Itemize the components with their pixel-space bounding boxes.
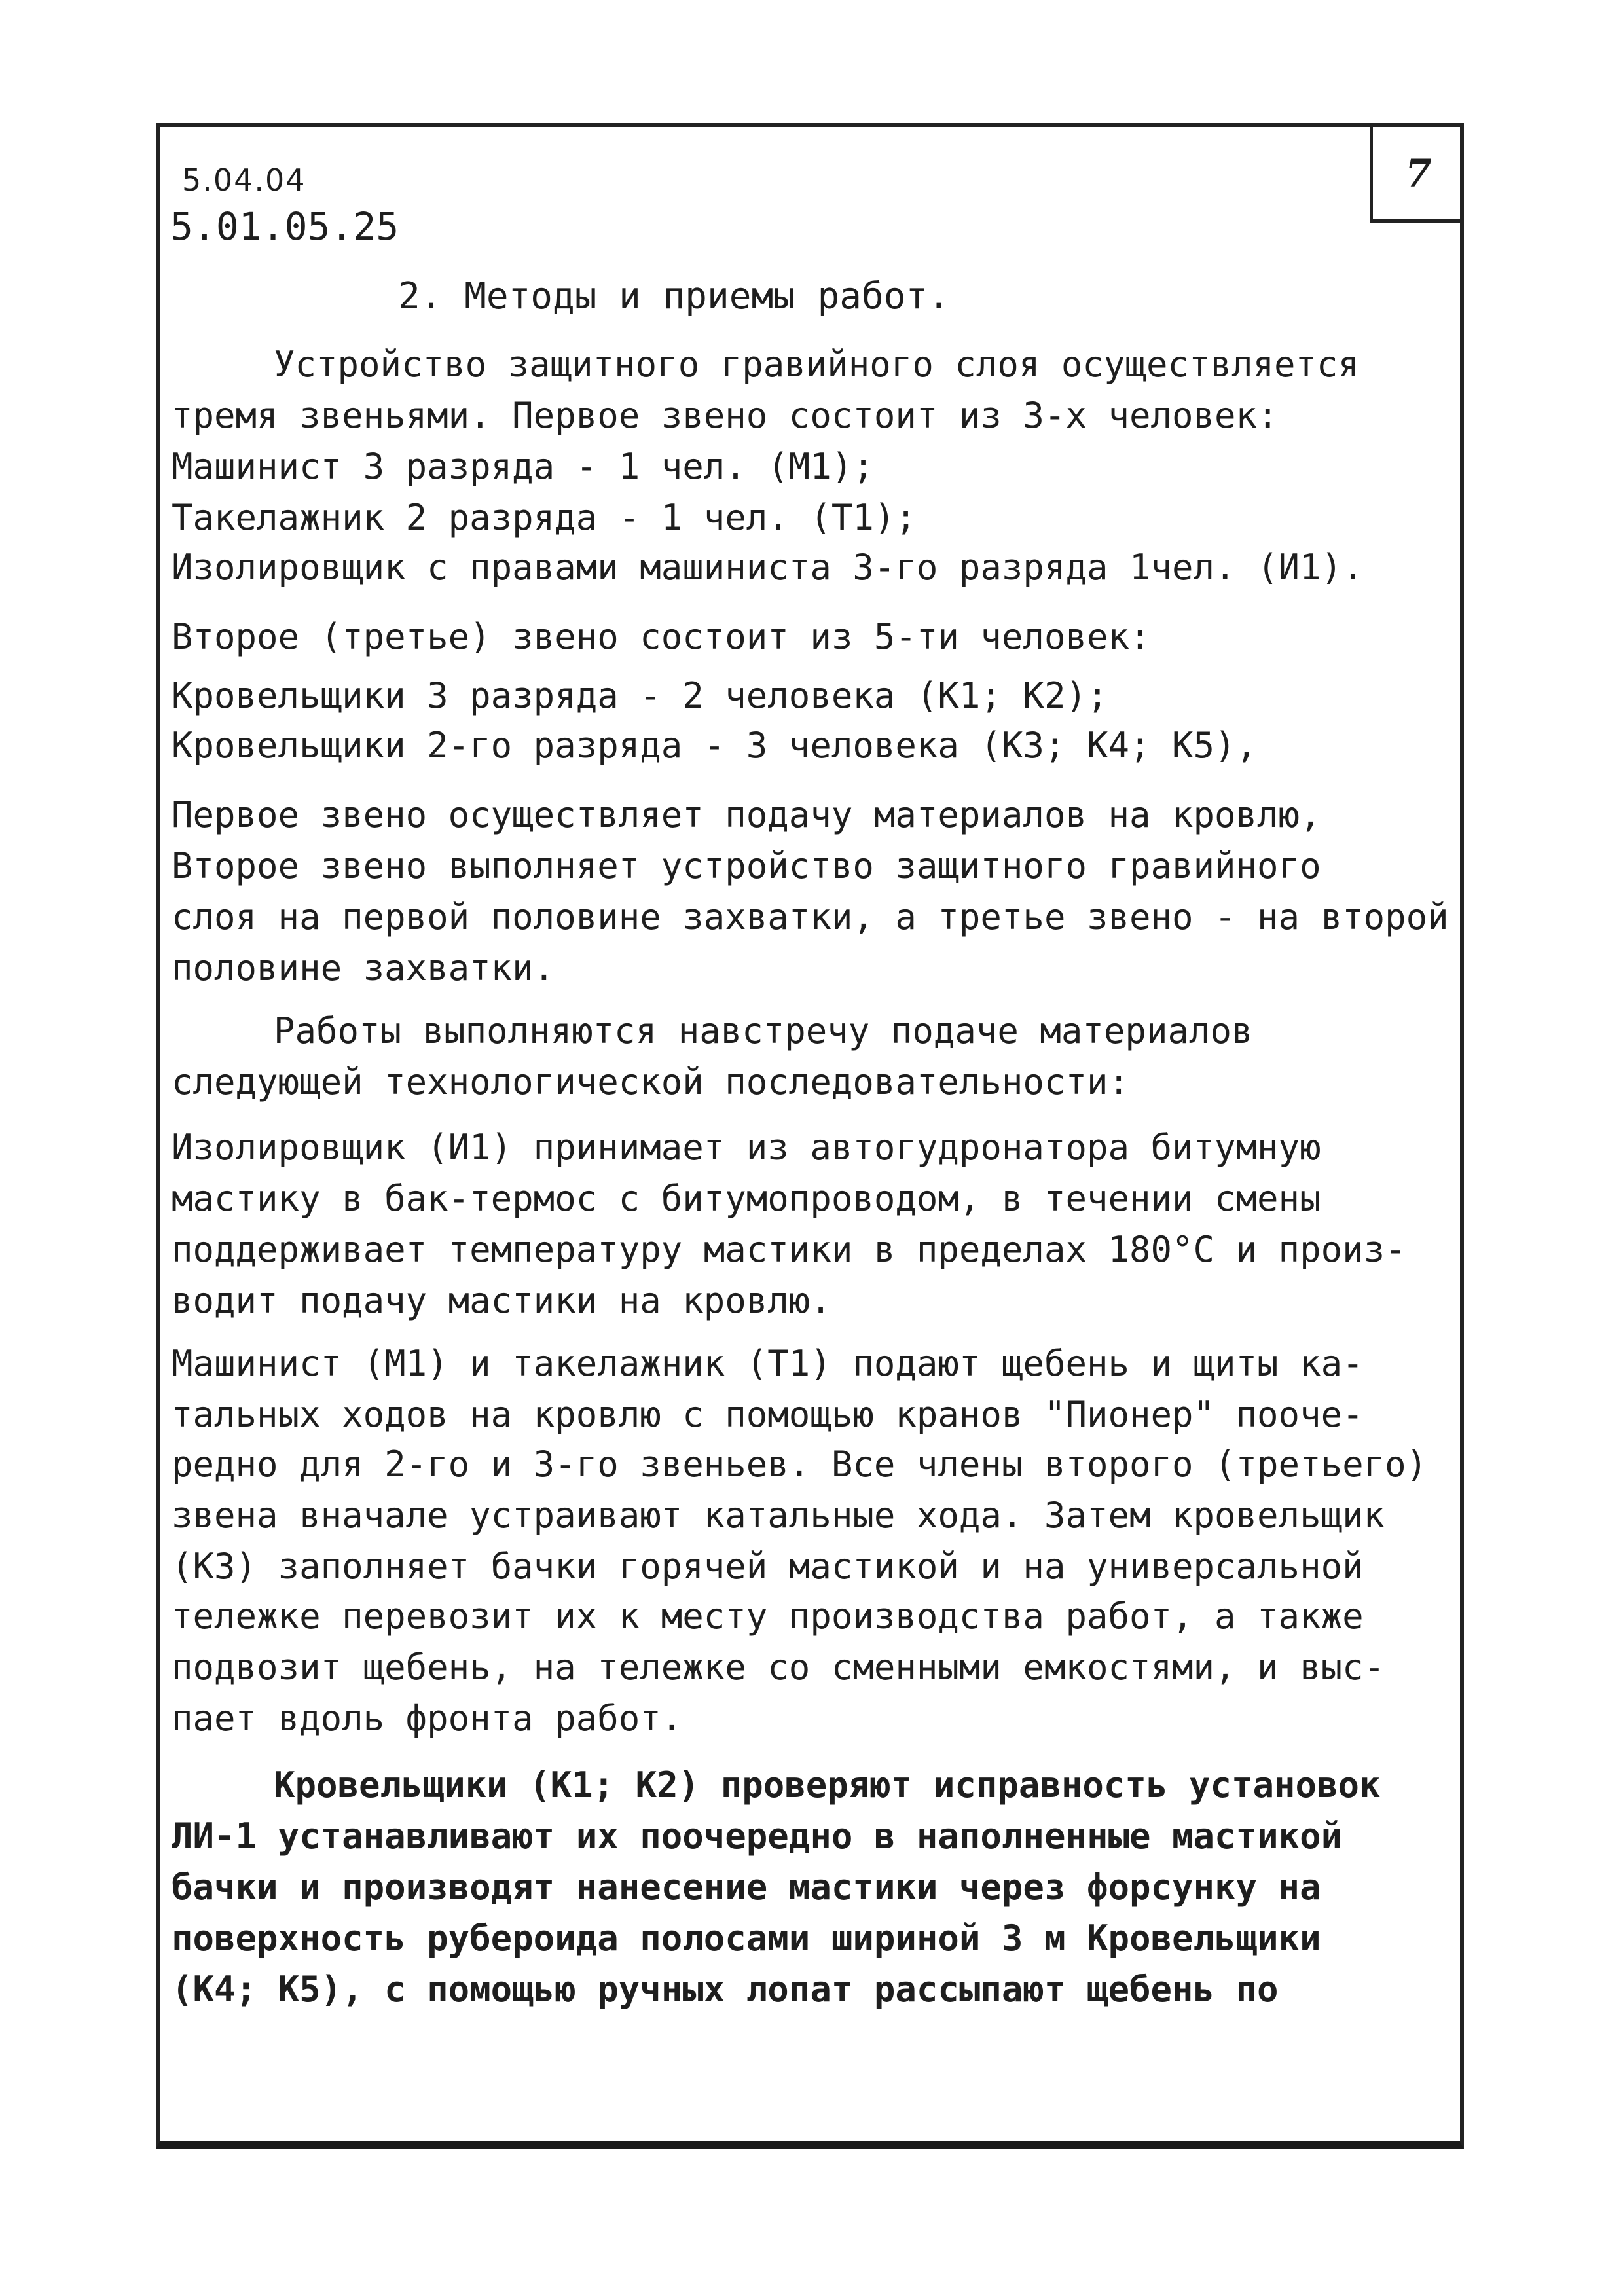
text-line: Машинист 3 разряда - 1 чел. (М1);	[172, 446, 874, 487]
text-line: (К3) заполняет бачки горячей мастикой и на универсальной	[172, 1546, 1364, 1587]
text-line: подвозит щебень, на тележке со сменными емкостями, и выс-	[172, 1647, 1385, 1688]
text-line: Такелажник 2 разряда - 1 чел. (Т1);	[172, 497, 917, 538]
text-line: пает вдоль фронта работ.	[172, 1698, 683, 1739]
text-line: Изолировщик с правами машиниста 3-го разряда 1чел. (И1).	[172, 547, 1364, 588]
text-line: Второе звено выполняет устройство защитного гравийного	[172, 845, 1321, 886]
document-code: 5.01.05.25	[170, 204, 399, 249]
text-line: Кровельщики 3 разряда - 2 человека (К1; К2);	[172, 675, 1108, 716]
section-title: 2. Методы и приемы работ.	[398, 275, 950, 318]
text-line: половине захватки.	[172, 947, 555, 989]
text-line: Кровельщики 2-го разряда - 3 человека (К3; К4; К5),	[172, 725, 1258, 766]
text-line: тремя звеньями. Первое звено состоит из 3-х человек:	[172, 395, 1279, 436]
text-line: Изолировщик (И1) принимает из автогудронатора битумную	[172, 1127, 1321, 1168]
text-line: ЛИ-1 устанавливают их поочередно в наполненные мастикой	[172, 1815, 1343, 1857]
text-line: Работы выполняются навстречу подаче материалов	[274, 1010, 1253, 1051]
text-line: Второе (третье) звено состоит из 5-ти человек:	[172, 616, 1151, 657]
document-code-handwritten: 5.04.04	[182, 162, 306, 198]
page-number: 7	[1370, 127, 1464, 223]
text-line: тележке перевозит их к месту производства работ, а также	[172, 1595, 1364, 1637]
text-line: поддерживает температуру мастики в пределах 180°С и произ-	[172, 1229, 1406, 1270]
text-line: (К4; К5), с помощью ручных лопат рассыпают щебень по	[172, 1969, 1279, 2010]
text-line: следующей технологической последовательности:	[172, 1061, 1129, 1102]
text-line: редно для 2-го и 3-го звеньев. Все члены второго (третьего)	[172, 1444, 1428, 1485]
text-line: бачки и производят нанесение мастики через форсунку на	[172, 1867, 1321, 1908]
text-line: поверхность рубероида полосами шириной 3 м Кровельщики	[172, 1918, 1321, 1959]
text-line: Устройство защитного гравийного слоя осуществляется	[274, 344, 1360, 385]
text-line: Кровельщики (К1; К2) проверяют исправность установок	[274, 1764, 1381, 1806]
text-line: водит подачу мастики на кровлю.	[172, 1280, 831, 1321]
text-line: звена вначале устраивают катальные хода. Затем кровельщик	[172, 1495, 1385, 1536]
text-line: Первое звено осуществляет подачу материалов на кровлю,	[172, 794, 1321, 835]
text-line: Машинист (М1) и такелажник (Т1) подают щебень и щиты ка-	[172, 1343, 1364, 1384]
text-line: тальных ходов на кровлю с помощью кранов "Пионер" пооче-	[172, 1394, 1364, 1435]
text-line: слоя на первой половине захватки, а третье звено - на второй	[172, 896, 1449, 938]
text-line: мастику в бак-термос с битумопроводом, в течении смены	[172, 1178, 1321, 1219]
